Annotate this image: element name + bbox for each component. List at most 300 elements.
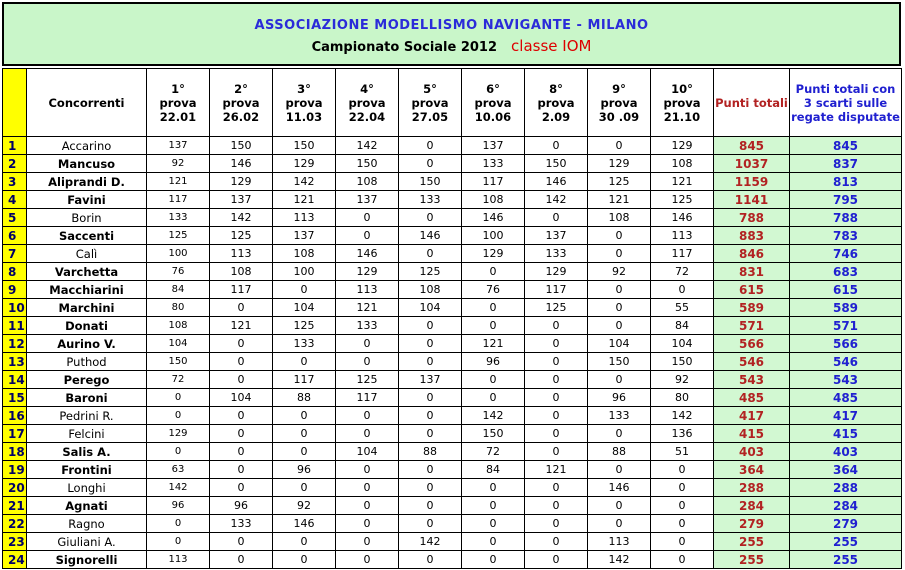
score-cell: 104 (399, 299, 462, 317)
score-cell: 133 (462, 155, 525, 173)
table-row (3, 443, 902, 461)
score-cell: 51 (651, 443, 714, 461)
round-header (210, 69, 273, 137)
total-points-cell: 788 (714, 209, 790, 227)
table-row (3, 227, 902, 245)
score-cell: 108 (147, 317, 210, 335)
net-points-cell: 284 (790, 497, 902, 515)
rank-cell: 13 (3, 353, 27, 371)
total-points-cell: 255 (714, 533, 790, 551)
rank-cell: 12 (3, 335, 27, 353)
score-cell: 129 (462, 245, 525, 263)
score-cell: 0 (588, 425, 651, 443)
score-cell: 0 (210, 443, 273, 461)
score-cell: 142 (273, 173, 336, 191)
score-cell: 0 (336, 407, 399, 425)
round-header-date: 27.05 (411, 109, 449, 124)
score-cell: 129 (525, 263, 588, 281)
rank-cell: 21 (3, 497, 27, 515)
table-row (3, 191, 902, 209)
score-cell: 0 (651, 461, 714, 479)
competitor-name: Frontini (27, 461, 147, 479)
score-cell: 146 (399, 227, 462, 245)
score-cell: 0 (588, 461, 651, 479)
round-header-num: 1° (171, 81, 185, 96)
score-cell: 0 (525, 425, 588, 443)
rank-cell: 6 (3, 227, 27, 245)
table-row (3, 173, 902, 191)
score-cell: 121 (273, 191, 336, 209)
round-header-num: 3° (297, 81, 311, 96)
score-cell: 0 (588, 227, 651, 245)
competitor-name: Calì (27, 245, 147, 263)
rank-cell: 5 (3, 209, 27, 227)
score-cell: 0 (273, 407, 336, 425)
score-cell: 0 (525, 371, 588, 389)
score-cell: 133 (399, 191, 462, 209)
rank-cell: 11 (3, 317, 27, 335)
score-cell: 142 (525, 191, 588, 209)
score-cell: 146 (273, 515, 336, 533)
round-header-date: 11.03 (285, 109, 323, 124)
score-cell: 142 (399, 533, 462, 551)
score-cell: 142 (588, 551, 651, 569)
round-header-date: 2.09 (541, 109, 571, 124)
score-cell: 0 (273, 425, 336, 443)
score-cell: 0 (336, 497, 399, 515)
competitors-header: Concorrenti (27, 69, 147, 137)
score-cell: 146 (651, 209, 714, 227)
total-points-cell: 589 (714, 299, 790, 317)
table-row (3, 551, 902, 569)
score-cell: 80 (147, 299, 210, 317)
score-cell: 150 (336, 155, 399, 173)
score-cell: 0 (462, 497, 525, 515)
score-cell: 0 (336, 335, 399, 353)
competitor-name: Signorelli (27, 551, 147, 569)
table-row (3, 281, 902, 299)
score-cell: 72 (147, 371, 210, 389)
table-row (3, 533, 902, 551)
score-cell: 137 (399, 371, 462, 389)
table-row (3, 245, 902, 263)
competitor-name: Mancuso (27, 155, 147, 173)
score-cell: 108 (336, 173, 399, 191)
net-points-cell: 837 (790, 155, 902, 173)
score-cell: 0 (399, 425, 462, 443)
score-cell: 84 (462, 461, 525, 479)
score-cell: 0 (462, 389, 525, 407)
score-cell: 117 (147, 191, 210, 209)
score-cell: 0 (525, 443, 588, 461)
round-header-num: 5° (423, 81, 437, 96)
round-header (462, 69, 525, 137)
score-cell: 117 (210, 281, 273, 299)
table-header-row (3, 69, 902, 137)
round-header-num: 10° (671, 81, 693, 96)
net-points-cell: 571 (790, 317, 902, 335)
score-cell: 142 (210, 209, 273, 227)
score-cell: 142 (336, 137, 399, 155)
score-cell: 0 (399, 353, 462, 371)
rank-cell: 18 (3, 443, 27, 461)
rank-cell: 16 (3, 407, 27, 425)
score-cell: 146 (525, 173, 588, 191)
competitor-name: Favini (27, 191, 147, 209)
score-cell: 129 (147, 425, 210, 443)
score-cell: 108 (651, 155, 714, 173)
round-header (399, 69, 462, 137)
table-row (3, 263, 902, 281)
score-cell: 150 (210, 137, 273, 155)
score-cell: 0 (399, 155, 462, 173)
score-cell: 125 (273, 317, 336, 335)
score-cell: 113 (588, 533, 651, 551)
rank-cell: 10 (3, 299, 27, 317)
score-cell: 121 (588, 191, 651, 209)
score-cell: 0 (462, 371, 525, 389)
score-cell: 146 (462, 209, 525, 227)
round-header-word: prova (159, 95, 197, 110)
class-label: classe IOM (511, 37, 592, 55)
score-cell: 0 (336, 533, 399, 551)
table-row (3, 209, 902, 227)
total-points-cell: 566 (714, 335, 790, 353)
round-header-word: prova (537, 95, 575, 110)
score-cell: 0 (210, 371, 273, 389)
score-cell: 96 (273, 461, 336, 479)
score-cell: 72 (651, 263, 714, 281)
score-cell: 0 (462, 515, 525, 533)
rank-cell: 23 (3, 533, 27, 551)
rank-cell: 22 (3, 515, 27, 533)
table-row (3, 425, 902, 443)
score-cell: 0 (210, 407, 273, 425)
score-cell: 88 (588, 443, 651, 461)
round-header-date: 26.02 (222, 109, 260, 124)
score-cell: 88 (399, 443, 462, 461)
score-cell: 80 (651, 389, 714, 407)
score-cell: 137 (210, 191, 273, 209)
score-cell: 72 (462, 443, 525, 461)
score-cell: 88 (273, 389, 336, 407)
round-header-num: 9° (612, 81, 626, 96)
score-cell: 0 (399, 137, 462, 155)
score-cell: 76 (147, 263, 210, 281)
score-cell: 129 (336, 263, 399, 281)
score-cell: 104 (588, 335, 651, 353)
score-cell: 133 (210, 515, 273, 533)
competitor-name: Saccenti (27, 227, 147, 245)
round-header (525, 69, 588, 137)
competitor-name: Varchetta (27, 263, 147, 281)
score-cell: 150 (147, 353, 210, 371)
score-cell: 0 (525, 551, 588, 569)
rank-cell: 20 (3, 479, 27, 497)
total-points-cell: 546 (714, 353, 790, 371)
competitor-name: Puthod (27, 353, 147, 371)
table-row (3, 353, 902, 371)
score-cell: 0 (399, 389, 462, 407)
competitor-name: Longhi (27, 479, 147, 497)
score-cell: 92 (651, 371, 714, 389)
score-cell: 133 (147, 209, 210, 227)
score-cell: 121 (525, 461, 588, 479)
total-points-cell: 543 (714, 371, 790, 389)
score-cell: 0 (336, 551, 399, 569)
total-points-cell: 364 (714, 461, 790, 479)
round-header (273, 69, 336, 137)
score-cell: 0 (336, 461, 399, 479)
table-row (3, 155, 902, 173)
rank-cell: 19 (3, 461, 27, 479)
competitor-name: Baroni (27, 389, 147, 407)
score-cell: 146 (336, 245, 399, 263)
score-cell: 76 (462, 281, 525, 299)
score-cell: 0 (462, 479, 525, 497)
score-cell: 137 (525, 227, 588, 245)
rank-cell: 14 (3, 371, 27, 389)
score-cell: 146 (210, 155, 273, 173)
net-points-cell: 364 (790, 461, 902, 479)
total-points-header: Punti totali (714, 69, 790, 137)
score-cell: 121 (651, 173, 714, 191)
net-points-cell: 415 (790, 425, 902, 443)
score-cell: 0 (525, 335, 588, 353)
score-cell: 125 (651, 191, 714, 209)
score-cell: 96 (462, 353, 525, 371)
net-points-cell: 783 (790, 227, 902, 245)
score-cell: 125 (210, 227, 273, 245)
total-points-cell: 1159 (714, 173, 790, 191)
score-cell: 0 (525, 407, 588, 425)
score-cell: 0 (588, 497, 651, 515)
score-cell: 129 (273, 155, 336, 173)
net-points-cell: 795 (790, 191, 902, 209)
score-cell: 0 (462, 263, 525, 281)
score-cell: 0 (210, 533, 273, 551)
score-cell: 0 (399, 317, 462, 335)
total-points-cell: 279 (714, 515, 790, 533)
round-header-date: 22.04 (348, 109, 386, 124)
table-row (3, 371, 902, 389)
score-cell: 125 (399, 263, 462, 281)
score-cell: 121 (147, 173, 210, 191)
score-cell: 104 (147, 335, 210, 353)
score-cell: 0 (336, 515, 399, 533)
score-cell: 117 (525, 281, 588, 299)
competitor-name: Felcini (27, 425, 147, 443)
score-cell: 137 (273, 227, 336, 245)
score-cell: 0 (588, 137, 651, 155)
rank-cell: 1 (3, 137, 27, 155)
table-row (3, 335, 902, 353)
net-points-cell: 813 (790, 173, 902, 191)
table-row (3, 407, 902, 425)
table-row (3, 389, 902, 407)
total-points-cell: 284 (714, 497, 790, 515)
score-cell: 0 (210, 479, 273, 497)
competitor-name: Marchini (27, 299, 147, 317)
score-cell: 133 (588, 407, 651, 425)
total-points-cell: 846 (714, 245, 790, 263)
total-points-cell: 403 (714, 443, 790, 461)
score-cell: 100 (273, 263, 336, 281)
round-header-word: prova (348, 95, 386, 110)
round-header-date: 30 .09 (598, 109, 640, 124)
score-cell: 0 (399, 551, 462, 569)
score-cell: 0 (147, 515, 210, 533)
table-row (3, 317, 902, 335)
round-header-num: 4° (360, 81, 374, 96)
score-cell: 0 (147, 407, 210, 425)
score-cell: 0 (588, 281, 651, 299)
net-points-cell: 845 (790, 137, 902, 155)
score-cell: 0 (462, 551, 525, 569)
score-cell: 108 (399, 281, 462, 299)
competitor-name: Borin (27, 209, 147, 227)
score-cell: 100 (147, 245, 210, 263)
round-header-word: prova (474, 95, 512, 110)
score-cell: 0 (210, 461, 273, 479)
score-cell: 117 (462, 173, 525, 191)
net-points-cell: 255 (790, 533, 902, 551)
score-cell: 0 (273, 533, 336, 551)
score-cell: 0 (588, 371, 651, 389)
round-header (651, 69, 714, 137)
score-cell: 0 (651, 497, 714, 515)
score-cell: 0 (651, 551, 714, 569)
score-cell: 150 (525, 155, 588, 173)
round-header (147, 69, 210, 137)
score-cell: 121 (336, 299, 399, 317)
competitor-name: Aliprandi D. (27, 173, 147, 191)
score-cell: 92 (588, 263, 651, 281)
score-cell: 84 (147, 281, 210, 299)
score-cell: 137 (462, 137, 525, 155)
score-cell: 0 (399, 245, 462, 263)
net-points-cell: 288 (790, 479, 902, 497)
total-points-cell: 1037 (714, 155, 790, 173)
competitor-name: Aurino V. (27, 335, 147, 353)
score-cell: 0 (399, 335, 462, 353)
net-points-cell: 788 (790, 209, 902, 227)
score-cell: 0 (147, 389, 210, 407)
score-cell: 133 (525, 245, 588, 263)
round-header-word: prova (222, 95, 260, 110)
rank-cell: 8 (3, 263, 27, 281)
total-points-cell: 845 (714, 137, 790, 155)
score-cell: 0 (147, 533, 210, 551)
score-cell: 0 (525, 209, 588, 227)
score-cell: 113 (273, 209, 336, 227)
score-cell: 137 (336, 191, 399, 209)
competitor-name: Perego (27, 371, 147, 389)
total-points-cell: 883 (714, 227, 790, 245)
rank-cell: 15 (3, 389, 27, 407)
score-cell: 0 (525, 389, 588, 407)
score-cell: 0 (462, 299, 525, 317)
round-header-word: prova (285, 95, 323, 110)
score-cell: 0 (462, 533, 525, 551)
score-cell: 0 (273, 443, 336, 461)
competitor-name: Salis A. (27, 443, 147, 461)
score-cell: 0 (588, 515, 651, 533)
table-row (3, 497, 902, 515)
championship-name: Campionato Sociale 2012 (311, 40, 498, 55)
score-cell: 92 (147, 155, 210, 173)
total-points-cell: 615 (714, 281, 790, 299)
total-points-cell: 831 (714, 263, 790, 281)
table-row (3, 461, 902, 479)
total-points-cell: 255 (714, 551, 790, 569)
score-cell: 84 (651, 317, 714, 335)
score-cell: 125 (525, 299, 588, 317)
round-header (336, 69, 399, 137)
score-cell: 92 (273, 497, 336, 515)
score-cell: 125 (336, 371, 399, 389)
net-points-cell: 615 (790, 281, 902, 299)
round-header-date: 21.10 (663, 109, 701, 124)
score-cell: 150 (588, 353, 651, 371)
score-cell: 0 (399, 407, 462, 425)
score-cell: 125 (588, 173, 651, 191)
score-cell: 0 (336, 353, 399, 371)
score-cell: 129 (210, 173, 273, 191)
score-cell: 0 (336, 209, 399, 227)
competitor-name: Donati (27, 317, 147, 335)
association-title: ASSOCIAZIONE MODELLISMO NAVIGANTE - MILANO (254, 18, 649, 33)
score-cell: 0 (399, 461, 462, 479)
score-cell: 108 (273, 245, 336, 263)
score-cell: 0 (651, 515, 714, 533)
score-cell: 142 (147, 479, 210, 497)
round-header-word: prova (600, 95, 638, 110)
score-cell: 150 (273, 137, 336, 155)
score-cell: 0 (651, 533, 714, 551)
score-cell: 113 (651, 227, 714, 245)
rank-cell: 9 (3, 281, 27, 299)
score-cell: 96 (210, 497, 273, 515)
score-cell: 96 (588, 389, 651, 407)
score-cell: 0 (399, 497, 462, 515)
score-cell: 0 (336, 479, 399, 497)
round-header-num: 6° (486, 81, 500, 96)
score-cell: 117 (336, 389, 399, 407)
net-points-cell: 485 (790, 389, 902, 407)
score-cell: 0 (273, 281, 336, 299)
score-cell: 108 (588, 209, 651, 227)
total-points-cell: 415 (714, 425, 790, 443)
total-points-cell: 1141 (714, 191, 790, 209)
total-points-cell: 417 (714, 407, 790, 425)
score-cell: 125 (147, 227, 210, 245)
net-points-cell: 279 (790, 515, 902, 533)
net-points-cell: 417 (790, 407, 902, 425)
score-cell: 104 (336, 443, 399, 461)
score-cell: 0 (399, 209, 462, 227)
competitor-name: Macchiarini (27, 281, 147, 299)
score-cell: 0 (336, 425, 399, 443)
rank-cell: 17 (3, 425, 27, 443)
score-cell: 113 (210, 245, 273, 263)
score-cell: 0 (588, 245, 651, 263)
score-cell: 136 (651, 425, 714, 443)
score-cell: 129 (651, 137, 714, 155)
score-cell: 0 (273, 479, 336, 497)
score-cell: 137 (147, 137, 210, 155)
total-points-cell: 288 (714, 479, 790, 497)
